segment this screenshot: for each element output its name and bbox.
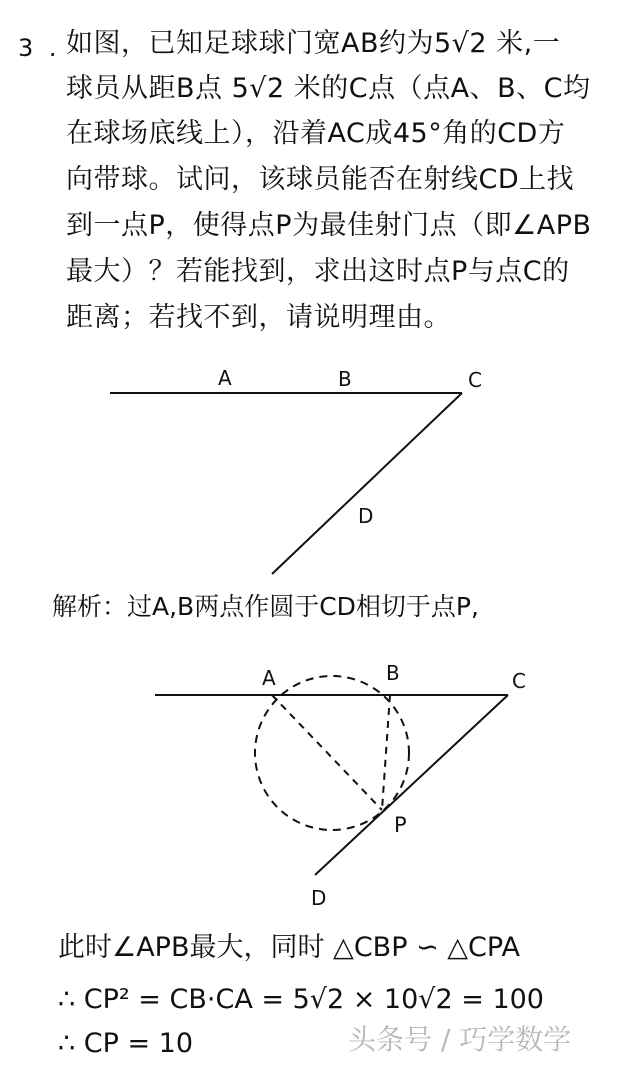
label-d: D — [358, 504, 374, 528]
label-c: C — [512, 669, 526, 693]
problem-line: 在球场底线上），沿着AC成45°角的CD方 — [66, 118, 566, 149]
label-a: A — [262, 666, 276, 690]
problem-line: 如图，已知足球球门宽AB约为5√2 米,一 — [66, 28, 561, 59]
conclusion-line: ∴ CP² = CB·CA = 5√2 × 10√2 = 100 — [58, 984, 544, 1015]
problem-line: 向带球。试问，该球员能否在射线CD上找 — [66, 164, 575, 195]
problem-number: 3 . — [18, 34, 61, 62]
segment-bp — [382, 695, 390, 810]
problem-line: 球员从距B点 5√2 米的C点（点A、B、C均 — [66, 73, 591, 104]
label-d: D — [311, 886, 327, 910]
label-p: P — [394, 813, 407, 837]
figure-1-diagram — [0, 355, 640, 595]
watermark: 头条号 / 巧学数学 — [348, 1023, 572, 1056]
label-c: C — [468, 368, 482, 392]
label-b: B — [386, 661, 400, 685]
problem-line: 最大）？若能找到，求出这时点P与点C的 — [66, 256, 570, 287]
label-a: A — [218, 366, 232, 390]
analysis-text: 解析：过A,B两点作圆于CD相切于点P, — [52, 592, 479, 621]
ray-cd — [315, 695, 508, 875]
conclusion-line: ∴ CP = 10 — [58, 1028, 194, 1059]
conclusion-line: 此时∠APB最大，同时 △CBP ∽ △CPA — [58, 932, 520, 963]
segment-ap — [272, 695, 382, 810]
problem-line: 到一点P，使得点P为最佳射门点（即∠APB — [66, 210, 592, 241]
ray-cd — [272, 393, 462, 574]
figure-2-diagram — [0, 650, 640, 910]
label-b: B — [338, 367, 352, 391]
problem-line: 距离；若找不到，请说明理由。 — [66, 302, 451, 333]
